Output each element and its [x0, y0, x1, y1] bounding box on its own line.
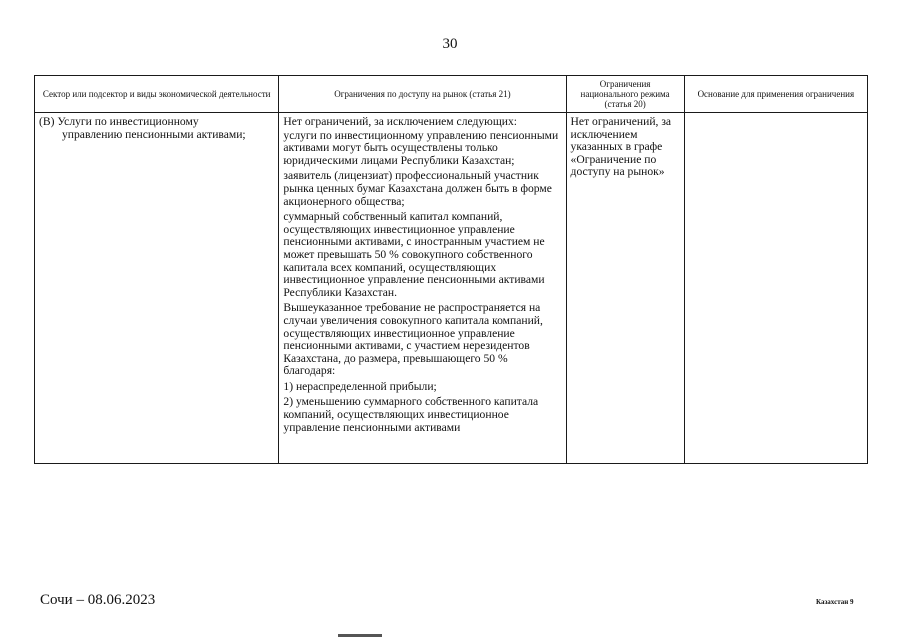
sector-cell	[35, 113, 279, 464]
header-sector: Сектор или подсектор и виды экономической деятельности	[35, 76, 279, 113]
table-header-row	[35, 76, 868, 113]
market-access-paragraph: услуги по инвестиционному управлению пенсионными активами могут быть осуществлены только юридическими лицами Республики Казахстан;	[283, 128, 559, 167]
market-access-paragraph: 1) нераспределенной прибыли;	[283, 379, 437, 393]
national-treatment-cell: Нет ограничений, за исключением указанных в графе «Ограничение по доступу на рынок»	[566, 113, 684, 464]
scan-artifact-mark	[338, 634, 382, 637]
market-access-paragraph: заявитель (лицензиат) профессиональный участник рынка ценных бумаг Казахстана должен быть в форме акционерного общества;	[283, 169, 552, 208]
market-access-paragraph: Вышеуказанное требование не распространяется на случаи увеличения совокупного капитала компаний, осуществляющих инвестиционное управление пенсионными активами, с участием нерезидентов Казахстана, до размера, превышающего 50 % благодаря:	[283, 301, 543, 378]
market-access-paragraph: Нет ограничений, за исключением следующих:	[283, 115, 517, 128]
market-access-paragraph: 2) уменьшению суммарного собственного капитала компаний, осуществляющих инвестиционное управление пенсионными активами	[283, 395, 539, 434]
footer-date-location: Сочи – 08.06.2023	[40, 592, 156, 608]
market-access-paragraph: суммарный собственный капитал компаний, осуществляющих инвестиционное управление пенсионными активами, с иностранным участием не может превышать 50 % совокупного собственного капитала всех компаний, осуществляющих инвестиционное управление пенсионными активами Республики Казахстан.	[283, 210, 545, 299]
restrictions-table	[34, 75, 868, 464]
page-number: 30	[442, 36, 458, 52]
header-market-access: Ограничения по доступу на рынок (статья 21)	[279, 76, 566, 113]
sector-line-2: управлению пенсионными активами;	[62, 127, 246, 141]
market-access-cell	[279, 113, 566, 464]
sector-line-1: (В) Услуги по инвестиционному	[39, 115, 199, 128]
header-national-treatment: Ограничения национального режима (статья 20)	[566, 76, 684, 113]
basis-cell	[684, 113, 867, 464]
header-basis: Основание для применения ограничения	[684, 76, 867, 113]
footer-country-page: Казахстан 9	[816, 598, 854, 606]
table-row	[35, 113, 868, 464]
